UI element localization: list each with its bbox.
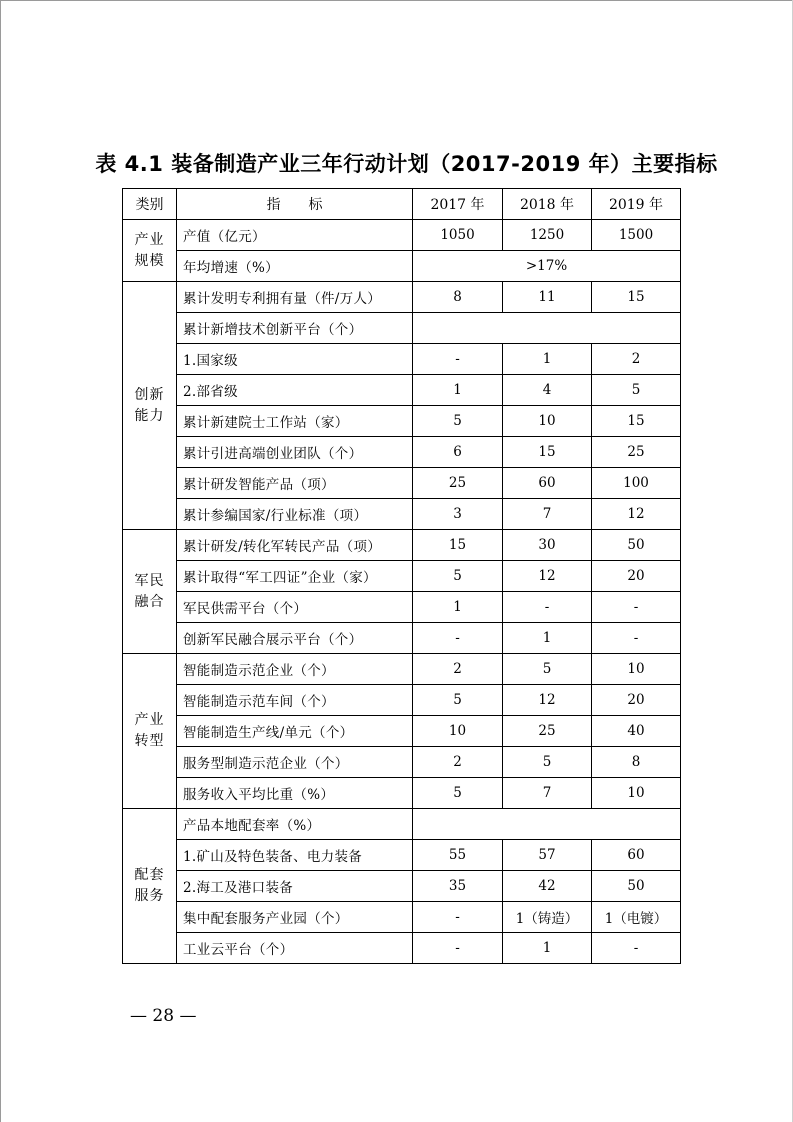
indicator-cell: 服务收入平均比重（%） bbox=[177, 778, 413, 809]
indicator-cell: 创新军民融合展示平台（个） bbox=[177, 623, 413, 654]
category-label-line: 规模 bbox=[134, 252, 165, 269]
indicator-cell: 1.矿山及特色装备、电力装备 bbox=[177, 840, 413, 871]
value-cell-2018: 11 bbox=[503, 282, 592, 313]
merged-value-cell: >17% bbox=[413, 251, 681, 282]
value-cell-2017: 5 bbox=[413, 685, 503, 716]
header-row bbox=[123, 189, 681, 220]
table-row bbox=[123, 623, 681, 654]
value-cell-2018: 1（铸造） bbox=[503, 902, 592, 933]
value-cell-2017: 10 bbox=[413, 716, 503, 747]
value-cell-2017: 6 bbox=[413, 437, 503, 468]
table-row bbox=[123, 778, 681, 809]
table-row bbox=[123, 716, 681, 747]
value-cell-2019: 25 bbox=[592, 437, 681, 468]
value-cell-2019: 15 bbox=[592, 282, 681, 313]
indicator-cell: 累计研发智能产品（项） bbox=[177, 468, 413, 499]
page-edge-left bbox=[0, 0, 1, 1122]
value-cell-2018: 57 bbox=[503, 840, 592, 871]
value-cell-2018: 1 bbox=[503, 344, 592, 375]
indicator-cell: 累计新增技术创新平台（个） bbox=[177, 313, 413, 344]
value-cell-2018: 25 bbox=[503, 716, 592, 747]
value-cell-2017: 5 bbox=[413, 561, 503, 592]
header-2017: 2017 年 bbox=[413, 189, 503, 220]
value-cell-2017: - bbox=[413, 902, 503, 933]
table-row bbox=[123, 437, 681, 468]
indicator-cell: 工业云平台（个） bbox=[177, 933, 413, 964]
category-cell bbox=[123, 220, 177, 282]
indicator-cell: 智能制造示范车间（个） bbox=[177, 685, 413, 716]
value-cell-2018: 42 bbox=[503, 871, 592, 902]
table-row bbox=[123, 840, 681, 871]
value-cell-2018: 10 bbox=[503, 406, 592, 437]
value-cell-2018: 5 bbox=[503, 654, 592, 685]
value-cell-2017: 8 bbox=[413, 282, 503, 313]
table-row bbox=[123, 344, 681, 375]
value-cell-2018: 1250 bbox=[503, 220, 592, 251]
page-number: — 28 — bbox=[130, 1006, 197, 1026]
indicator-cell: 智能制造示范企业（个） bbox=[177, 654, 413, 685]
indicator-cell: 产品本地配套率（%） bbox=[177, 809, 413, 840]
indicator-cell: 累计新建院士工作站（家） bbox=[177, 406, 413, 437]
value-cell-2017: 25 bbox=[413, 468, 503, 499]
value-cell-2017: 35 bbox=[413, 871, 503, 902]
value-cell-2018: 4 bbox=[503, 375, 592, 406]
table-row bbox=[123, 685, 681, 716]
page-edge-top bbox=[0, 0, 793, 1]
indicator-cell: 集中配套服务产业园（个） bbox=[177, 902, 413, 933]
value-cell-2019: 100 bbox=[592, 468, 681, 499]
table-row bbox=[123, 902, 681, 933]
value-cell-2018: 7 bbox=[503, 778, 592, 809]
header-category: 类别 bbox=[123, 189, 177, 220]
category-cell bbox=[123, 282, 177, 530]
metrics-table bbox=[122, 188, 681, 964]
indicator-cell: 服务型制造示范企业（个） bbox=[177, 747, 413, 778]
value-cell-2018: - bbox=[503, 592, 592, 623]
value-cell-2017: 5 bbox=[413, 406, 503, 437]
indicator-cell: 产值（亿元） bbox=[177, 220, 413, 251]
category-cell bbox=[123, 530, 177, 654]
category-cell bbox=[123, 809, 177, 964]
table-row bbox=[123, 530, 681, 561]
value-cell-2017: - bbox=[413, 623, 503, 654]
metrics-body bbox=[123, 220, 681, 964]
category-label-line: 创新 bbox=[134, 386, 165, 403]
indicator-cell: 2.部省级 bbox=[177, 375, 413, 406]
value-cell-2018: 12 bbox=[503, 561, 592, 592]
value-cell-2018: 30 bbox=[503, 530, 592, 561]
value-cell-2017: 1 bbox=[413, 375, 503, 406]
indicator-cell: 累计研发/转化军转民产品（项） bbox=[177, 530, 413, 561]
category-label-line: 军民 bbox=[134, 572, 165, 589]
value-cell-2019: 1（电镀） bbox=[592, 902, 681, 933]
table-row bbox=[123, 592, 681, 623]
indicator-cell: 年均增速（%） bbox=[177, 251, 413, 282]
category-label-line: 产业 bbox=[134, 712, 165, 728]
table-row bbox=[123, 282, 681, 313]
value-cell-2018: 1 bbox=[503, 623, 592, 654]
value-cell-2019: - bbox=[592, 592, 681, 623]
category-label-line: 产业 bbox=[134, 231, 165, 248]
table-row bbox=[123, 251, 681, 282]
table-row bbox=[123, 809, 681, 840]
value-cell-2019: 8 bbox=[592, 747, 681, 778]
value-cell-2019: 50 bbox=[592, 530, 681, 561]
value-cell-2019: 10 bbox=[592, 654, 681, 685]
category-label-line: 转型 bbox=[134, 733, 165, 749]
table-title: 表 4.1 装备制造产业三年行动计划（2017-2019 年）主要指标 bbox=[95, 152, 718, 176]
value-cell-2019: 12 bbox=[592, 499, 681, 530]
indicator-cell: 智能制造生产线/单元（个） bbox=[177, 716, 413, 747]
table-row bbox=[123, 561, 681, 592]
merged-value-cell bbox=[413, 313, 681, 344]
value-cell-2019: - bbox=[592, 933, 681, 964]
value-cell-2018: 7 bbox=[503, 499, 592, 530]
table-row bbox=[123, 375, 681, 406]
indicator-cell: 累计参编国家/行业标准（项） bbox=[177, 499, 413, 530]
value-cell-2018: 60 bbox=[503, 468, 592, 499]
table-row bbox=[123, 313, 681, 344]
merged-value-cell bbox=[413, 809, 681, 840]
header-2018: 2018 年 bbox=[503, 189, 592, 220]
indicator-cell: 累计发明专利拥有量（件/万人） bbox=[177, 282, 413, 313]
table-row bbox=[123, 220, 681, 251]
value-cell-2019: 2 bbox=[592, 344, 681, 375]
value-cell-2017: 1 bbox=[413, 592, 503, 623]
value-cell-2017: 2 bbox=[413, 747, 503, 778]
value-cell-2017: 3 bbox=[413, 499, 503, 530]
value-cell-2017: 1050 bbox=[413, 220, 503, 251]
table-row bbox=[123, 871, 681, 902]
table-row bbox=[123, 654, 681, 685]
value-cell-2017: 5 bbox=[413, 778, 503, 809]
value-cell-2017: 2 bbox=[413, 654, 503, 685]
indicator-cell: 累计取得“军工四证”企业（家） bbox=[177, 561, 413, 592]
indicator-cell: 1.国家级 bbox=[177, 344, 413, 375]
value-cell-2019: 20 bbox=[592, 685, 681, 716]
value-cell-2018: 12 bbox=[503, 685, 592, 716]
value-cell-2017: - bbox=[413, 344, 503, 375]
value-cell-2019: 5 bbox=[592, 375, 681, 406]
category-cell bbox=[123, 654, 177, 809]
category-label-line: 配套 bbox=[134, 867, 165, 883]
value-cell-2017: - bbox=[413, 933, 503, 964]
table-row bbox=[123, 499, 681, 530]
indicator-cell: 2.海工及港口装备 bbox=[177, 871, 413, 902]
value-cell-2018: 5 bbox=[503, 747, 592, 778]
indicator-cell: 军民供需平台（个） bbox=[177, 592, 413, 623]
value-cell-2018: 1 bbox=[503, 933, 592, 964]
table-row bbox=[123, 933, 681, 964]
value-cell-2019: 50 bbox=[592, 871, 681, 902]
category-label-line: 服务 bbox=[134, 888, 165, 904]
value-cell-2019: 40 bbox=[592, 716, 681, 747]
value-cell-2019: 20 bbox=[592, 561, 681, 592]
category-label-line: 能力 bbox=[134, 407, 165, 424]
table-row bbox=[123, 468, 681, 499]
value-cell-2017: 15 bbox=[413, 530, 503, 561]
header-indicator: 指 标 bbox=[177, 189, 413, 220]
value-cell-2019: 15 bbox=[592, 406, 681, 437]
header-2019: 2019 年 bbox=[592, 189, 681, 220]
value-cell-2019: 1500 bbox=[592, 220, 681, 251]
value-cell-2019: 60 bbox=[592, 840, 681, 871]
table-row bbox=[123, 406, 681, 437]
value-cell-2018: 15 bbox=[503, 437, 592, 468]
table-row bbox=[123, 747, 681, 778]
value-cell-2019: 10 bbox=[592, 778, 681, 809]
category-label-line: 融合 bbox=[134, 593, 165, 610]
value-cell-2017: 55 bbox=[413, 840, 503, 871]
value-cell-2019: - bbox=[592, 623, 681, 654]
indicator-cell: 累计引进高端创业团队（个） bbox=[177, 437, 413, 468]
